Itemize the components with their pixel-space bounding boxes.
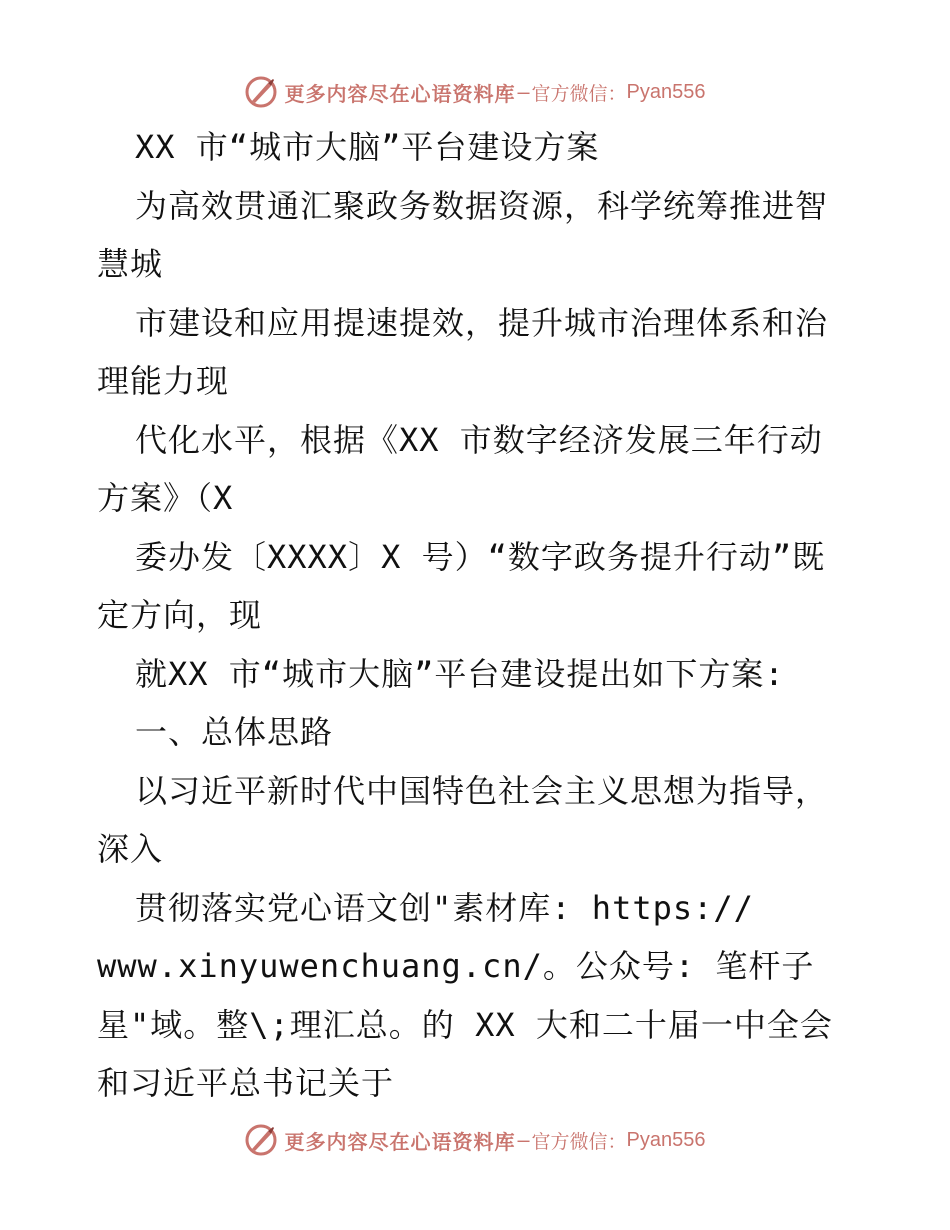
text-line: 委办发〔XXXX〕X 号）“数字政务提升行动”既: [135, 537, 826, 576]
watermark-text: 更多内容尽在心语资料库: [284, 81, 516, 106]
section-heading: 一、总体思路: [135, 713, 334, 751]
document-body: [97, 118, 857, 1113]
text-line: www.xinyuwenchuang.cn/。公众号: 笔杆子: [97, 947, 815, 985]
quill-logo-icon: [244, 1123, 278, 1157]
text-line: 星"域。整\;理汇总。的 XX 大和二十届一中全会: [97, 1005, 833, 1044]
quill-logo-icon: [244, 75, 278, 109]
watermark-wechat-id: Pyan556: [626, 1128, 706, 1151]
watermark-dash: —: [517, 1128, 530, 1152]
watermark-wechat-id: Pyan556: [626, 80, 706, 103]
text-line: 就XX 市“城市大脑”平台建设提出如下方案:: [135, 654, 785, 693]
watermark-official-label: 官方微信：: [531, 82, 627, 105]
text-line: 市建设和应用提速提效，提升城市治理体系和治: [135, 303, 829, 342]
text-line: 定方向，现: [97, 596, 263, 634]
watermark-text: 更多内容尽在心语资料库: [284, 1129, 516, 1154]
watermark-banner-bottom: [0, 1118, 950, 1162]
watermark-banner-top: [0, 70, 950, 114]
document-title: XX 市“城市大脑”平台建设方案: [135, 128, 600, 166]
text-line: 代化水平，根据《XX 市数字经济发展三年行动: [135, 420, 823, 459]
text-line: 以习近平新时代中国特色社会主义思想为指导，: [135, 771, 829, 810]
text-line: 理能力现: [97, 362, 230, 400]
text-line: 和习近平总书记关于: [97, 1064, 395, 1102]
text-line: 慧城: [97, 245, 164, 283]
text-line: 贯彻落实党心语文创"素材库: https://: [135, 888, 754, 927]
watermark-dash: —: [517, 80, 530, 104]
text-line: 为高效贯通汇聚政务数据资源，科学统筹推进智: [135, 186, 829, 225]
text-line: 深入: [97, 830, 164, 868]
watermark-official-label: 官方微信：: [531, 1130, 627, 1153]
text-line: 方案》（X: [97, 479, 234, 517]
